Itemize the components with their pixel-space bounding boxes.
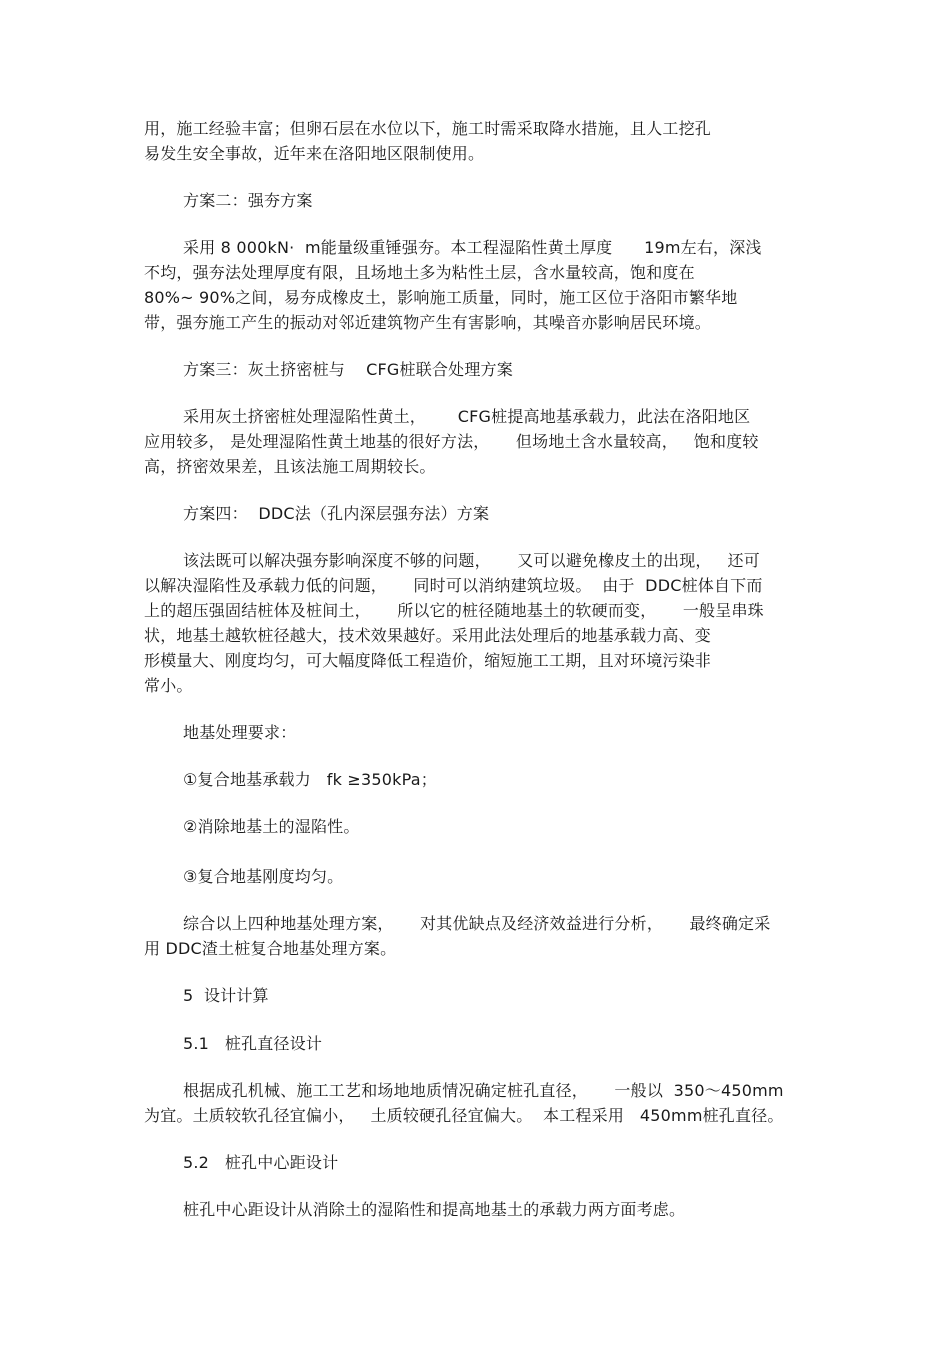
section-heading: 方案三：灰土挤密桩与 CFG桩联合处理方案 bbox=[183, 360, 513, 379]
paragraph-line: 用 DDC渣土桩复合地基处理方案。 bbox=[144, 939, 397, 958]
section-heading: 方案四： DDC法（孔内深层强夯法）方案 bbox=[183, 504, 490, 523]
paragraph-line: 采用灰土挤密桩处理湿陷性黄土， CFG桩提高地基承载力，此法在洛阳地区 bbox=[183, 407, 751, 426]
paragraph-line: 形模量大、刚度均匀，可大幅度降低工程造价，缩短施工工期，且对环境污染非 bbox=[144, 651, 712, 670]
section-heading: 5.2 桩孔中心距设计 bbox=[183, 1153, 339, 1172]
list-item: ③复合地基刚度均匀。 bbox=[183, 867, 344, 886]
paragraph-line: 根据成孔机械、施工工艺和场地地质情况确定桩孔直径， 一般以 350～450mm bbox=[183, 1081, 784, 1100]
paragraph-line: 易发生安全事故，近年来在洛阳地区限制使用。 bbox=[144, 144, 485, 163]
list-item: ②消除地基土的湿陷性。 bbox=[183, 817, 360, 836]
list-item: ①复合地基承载力 fk ≥350kPa； bbox=[183, 770, 437, 789]
paragraph-line: 桩孔中心距设计从消除土的湿陷性和提高地基土的承载力两方面考虑。 bbox=[183, 1200, 686, 1219]
paragraph-line: 为宜。土质较软孔径宜偏小， 土质较硬孔径宜偏大。 本工程采用 450mm桩孔直径。 bbox=[144, 1106, 784, 1125]
section-heading: 方案二：强夯方案 bbox=[183, 191, 313, 210]
section-heading: 5 设计计算 bbox=[183, 986, 269, 1005]
paragraph-line: 高，挤密效果差，且该法施工周期较长。 bbox=[144, 457, 436, 476]
paragraph-line: 采用 8 000kN· m能量级重锤强夯。本工程湿陷性黄土厚度 19m左右，深浅 bbox=[183, 238, 762, 257]
section-heading: 地基处理要求： bbox=[183, 723, 297, 742]
paragraph-line: 上的超压强固结桩体及桩间土， 所以它的桩径随地基土的软硬而变， 一般呈串珠 bbox=[144, 601, 764, 620]
paragraph-line: 80%~ 90%之间，易夯成橡皮土，影响施工质量，同时，施工区位于洛阳市繁华地 bbox=[144, 288, 738, 307]
paragraph-line: 用，施工经验丰富；但卵石层在水位以下，施工时需采取降水措施，且人工挖孔 bbox=[144, 119, 712, 138]
paragraph-line: 常小。 bbox=[144, 676, 193, 695]
paragraph-line: 该法既可以解决强夯影响深度不够的问题， 又可以避免橡皮土的出现， 还可 bbox=[183, 551, 760, 570]
paragraph-line: 状，地基土越软桩径越大，技术效果越好。采用此法处理后的地基承载力高、变 bbox=[144, 626, 712, 645]
section-heading: 5.1 桩孔直径设计 bbox=[183, 1034, 323, 1053]
paragraph-line: 以解决湿陷性及承载力低的问题， 同时可以消纳建筑垃圾。 由于 DDC桩体自下而 bbox=[144, 576, 763, 595]
paragraph-line: 带，强夯施工产生的振动对邻近建筑物产生有害影响，其噪音亦影响居民环境。 bbox=[144, 313, 712, 332]
paragraph-line: 不均，强夯法处理厚度有限，且场地土多为粘性土层，含水量较高，饱和度在 bbox=[144, 263, 695, 282]
paragraph-line: 应用较多， 是处理湿陷性黄土地基的很好方法， 但场地土含水量较高， 饱和度较 bbox=[144, 432, 759, 451]
paragraph-line: 综合以上四种地基处理方案， 对其优缺点及经济效益进行分析， 最终确定采 bbox=[183, 914, 771, 933]
